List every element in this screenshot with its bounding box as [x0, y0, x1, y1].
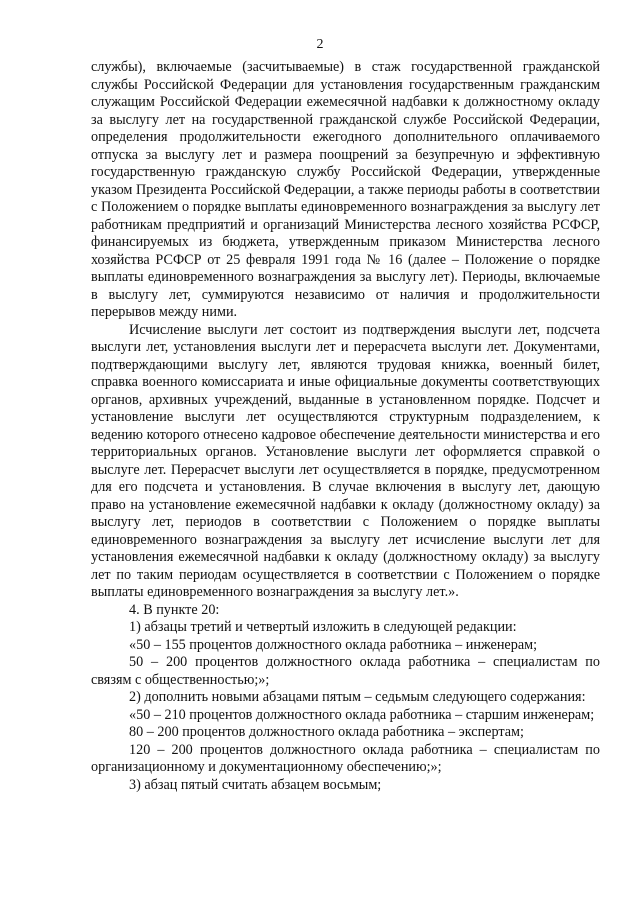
page-number: 2 [316, 37, 324, 52]
paragraph-subitem-3: 3) абзац пятый считать абзацем восьмым; [129, 776, 382, 793]
paragraph-subitem-2: 2) дополнить новыми абзацами пятым – седьмым следующего содержания: [129, 689, 586, 705]
paragraph-experts-rate: 80 – 200 процентов должностного оклада работника – экспертам; [129, 724, 524, 740]
paragraph-pr-specialists-rate: 50 – 200 процентов должностного оклада работника – специалистам по связям с общественностью;»; [91, 654, 600, 688]
paragraph-seniority-calculation: Исчисление выслуги лет состоит из подтверждения выслуги лет, подсчета выслуги лет, установления выслуги лет и перерасчета выслуги лет. Документами, подтверждающими выслугу лет, являются трудовая книжка, военный билет, справка военного комиссариата и иные официальные документы соответствующих органов, архивных учреждений, выданные в установленном порядке. Подсчет и установление выслуги лет осуществляются структурным подразделением, к ведению которого отнесено кадровое обеспечение деятельности министерства и его территориальных органов. Установление выслуги лет оформляется справкой о выслуге лет. Перерасчет выслуги лет осуществляется в порядке, предусмотренном для его подсчета и установления. В случае включения в выслугу лет, дающую право на установление ежемесячной надбавки к окладу (должностному окладу) за выслугу лет, периодов в соответствии с Положением о порядке выплаты единовременного вознаграждения за выслугу лет исчисление выслуги лет для установления ежемесячной надбавки к окладу (должностному окладу) за выслугу лет по таким периодам осуществляется в соответствии с Положением о порядке выплаты единовременного вознаграждения за выслугу лет.». [91, 321, 600, 600]
paragraph-service-periods: службы), включаемые (засчитываемые) в стаж государственной гражданской службы Российской Федерации для установления государственным гражданским служащим Российской Федерации ежемесячной надбавки к должностному окладу за выслугу лет на государственной гражданской службе Российской Федерации, определения продолжительности ежегодного дополнительного оплачиваемого отпуска за выслугу лет и размера поощрений за безупречную и эффективную государственную гражданскую службу Российской Федерации, утвержденные указом Президента Российской Федерации, а также периоды работы в соответствии с Положением о порядке выплаты единовременного вознаграждения за выслугу лет работникам предприятий и организаций Министерства лесного хозяйства РСФСР, финансируемых из бюджета, утвержденным приказом Министерства лесного хозяйства РСФСР от 25 февраля 1991 года № 16 (далее – Положение о порядке выплаты единовременного вознаграждения за выслугу лет). Периоды, включаемые в выслугу лет, суммируются независимо от наличия и продолжительности перерывов между ними. [91, 59, 600, 320]
paragraph-engineers-rate: «50 – 155 процентов должностного оклада работника – инженерам; [129, 636, 538, 653]
paragraph-doc-support-rate: 120 – 200 процентов должностного оклада работника – специалистам по организационному и документационному обеспечению;»; [91, 741, 600, 775]
paragraph-senior-engineers-rate: «50 – 210 процентов должностного оклада работника – старшим инженерам; [129, 706, 595, 723]
paragraph-item-4: 4. В пункте 20: [129, 601, 220, 618]
document-body [91, 59, 600, 794]
paragraph-subitem-1: 1) абзацы третий и четвертый изложить в следующей редакции: [129, 619, 517, 635]
